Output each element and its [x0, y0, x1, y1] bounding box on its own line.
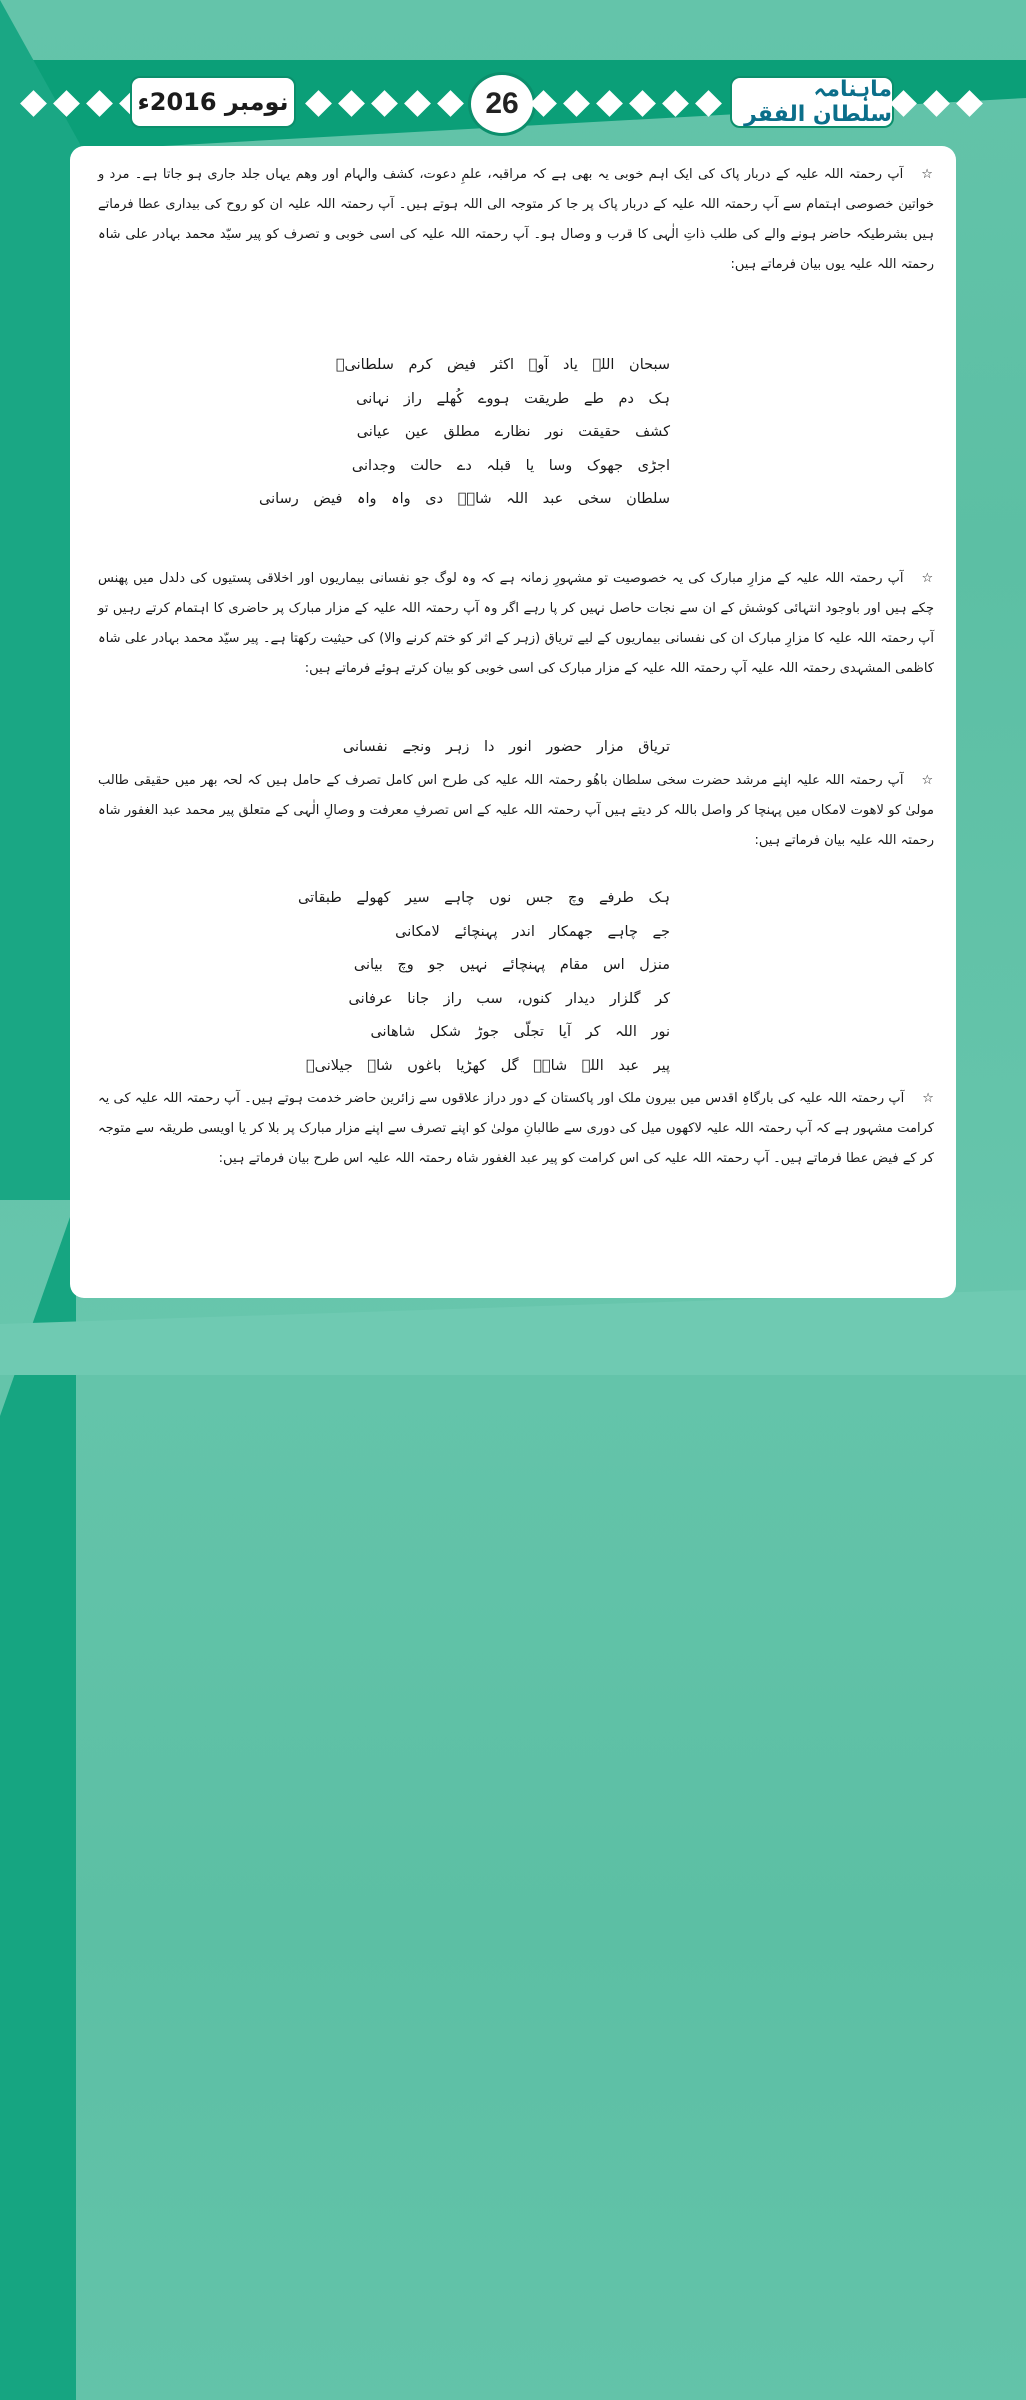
- magazine-title: ماہنامہ سلطان الفقر: [730, 76, 894, 128]
- diamond-icon: [404, 90, 431, 117]
- page-number: 26: [468, 72, 536, 136]
- paragraph: [98, 1084, 934, 1174]
- paragraph-text: آپ رحمتہ اللہ علیہ کے مزارِ مبارک کی یہ خصوصیت تو مشہورِ زمانہ ہے کہ وہ لوگ جو نفسانی بیماریوں اور اخلاقی پستیوں کی دلدل میں پھنس چکے ہیں اور باوجود انتہائی کوشش کے ان سے نجات حاصل نہیں کر پا رہے اگر وہ آپ رحمتہ اللہ علیہ کے مزار مبارک پر حاضری کا اہتمام کرتے رہیں تو آپ رحمتہ اللہ علیہ کا مزارِ مبارک ان کی نفسانی بیماریوں کے لیے تریاق (زہر کے اثر کو ختم کرنے والا) کی حیثیت رکھتا ہے۔ پیر سیّد محمد بہادر علی شاہ کاظمی المشہدی رحمتہ اللہ علیہ آپ رحمتہ اللہ علیہ کے مزار مبارک کی اسی خوبی کو بیان کرتے ہوئے فرماتے ہیں:: [98, 571, 934, 676]
- diamond-icon: [305, 90, 332, 117]
- verse-block: [259, 349, 670, 517]
- verse-line: نور اللہ کر آیا تجلّی جوڑ شکل شاھانی: [370, 1024, 670, 1040]
- diamond-icon: [563, 90, 590, 117]
- verse-line: ہک دم طے طریقت ہووے کُھلے راز نہانی: [356, 390, 670, 407]
- verse-block: [298, 882, 670, 1083]
- article-body: [70, 146, 956, 1298]
- verse-line: اجڑی جھوک وسا یا قبلہ دے حالت وجدانی: [351, 457, 670, 474]
- verse-line: سلطان سخی عبد اللہ شاہؒ دی واہ واہ فیض رسانی: [259, 491, 670, 507]
- diamond-row: [20, 92, 146, 116]
- paragraph-text: آپ رحمتہ اللہ علیہ کے دربار پاک کی ایک اہم خوبی یہ بھی ہے کہ مراقبہ، علمِ دعوت، کشف والہام اور وھم یہاں جلد جاری ہو جاتا ہے۔ مرد و خواتین خصوصی اہتمام سے آپ رحمتہ اللہ علیہ کے دربار پاک پر جا کر متوجہ الی اللہ ہوتے ہیں۔ آپ رحمتہ اللہ علیہ ان کو روح کی بیداری عطا فرماتے ہیں بشرطیکہ حاضر ہونے والے کی طلب ذاتِ الٰہی کا قرب و وصال ہو۔ آپ رحمتہ اللہ علیہ کی اسی خوبی و تصرف کو پیر سیّد محمد بہادر علی شاہ رحمتہ اللہ علیہ یوں بیان فرماتے ہیں:: [98, 167, 934, 272]
- page-header: [0, 72, 1026, 134]
- diamond-icon: [437, 90, 464, 117]
- verse-line: تریاق مزار حضور انور دا زہر ونجے نفسانی: [342, 739, 670, 755]
- verse-block: [330, 731, 670, 765]
- star-bullet-icon: ☆: [922, 1091, 934, 1106]
- diamond-icon: [695, 90, 722, 117]
- diamond-icon: [53, 90, 80, 117]
- verse-line: کر گلزار دیدار کنوں، سب راز جانا عرفانی: [348, 990, 670, 1007]
- diamond-icon: [530, 90, 557, 117]
- diamond-icon: [338, 90, 365, 117]
- article-card: [70, 146, 956, 1298]
- diamond-icon: [86, 90, 113, 117]
- diamond-icon: [371, 90, 398, 117]
- verse-line: پیر عبد اللہ شاہؒ گل کھڑیا باغوں شاہ جیلانیؒ: [305, 1057, 670, 1074]
- diamond-icon: [629, 90, 656, 117]
- diamond-icon: [20, 90, 47, 117]
- diamond-icon: [596, 90, 623, 117]
- star-bullet-icon: ☆: [921, 167, 934, 182]
- verse-line: کشف حقیقت نور نظارے مطلق عین عیانی: [356, 424, 670, 440]
- diamond-row: [530, 92, 722, 116]
- paragraph-text: آپ رحمتہ اللہ علیہ اپنے مرشد حضرت سخی سلطان باھُو رحمتہ اللہ علیہ کی طرح اس کامل تصرف کے حامل ہیں کہ لحہ بھر میں حقیقی طالب مولیٰ کو لاھوت لامکاں میں پہنچا کر واصل باللہ کر دیتے ہیں آپ رحمتہ اللہ علیہ کے اس تصرفِ معرفت و وصالِ الٰہی کے متعلق پیر محمد عبد الغفور شاہ رحمتہ اللہ علیہ بیان فرماتے ہیں:: [98, 773, 934, 848]
- diamond-icon: [956, 90, 983, 117]
- verse-line: جے چاہے جھمکار اندر پہنچائے لامکانی: [395, 923, 670, 940]
- star-bullet-icon: ☆: [921, 773, 934, 788]
- verse-line: ہک طرفے وچ جس نوں چاہے سیر کھولے طبقاتی: [298, 890, 670, 906]
- diamond-row: [890, 92, 983, 116]
- diamond-icon: [923, 90, 950, 117]
- verse-line: منزل اس مقام پہنچائے نہیں جو وچ بیانی: [353, 957, 670, 973]
- issue-date: نومبر 2016ء: [130, 76, 296, 128]
- star-bullet-icon: ☆: [921, 571, 935, 586]
- right-decor-band: [0, 1200, 76, 2400]
- paragraph: [98, 564, 934, 684]
- diamond-icon: [662, 90, 689, 117]
- paragraph: [98, 766, 934, 856]
- paragraph-text: آپ رحمتہ اللہ علیہ کی بارگاہِ اقدس میں بیرون ملک اور پاکستان کے دور دراز علاقوں سے زائرین حاضر خدمت ہوتے ہیں۔ آپ رحمتہ اللہ علیہ کی یہ کرامت مشہور ہے کہ آپ رحمتہ اللہ علیہ لاکھوں میل کی دوری سے طالبانِ مولیٰ کو اپنے تصرف سے اپنے مزار مبارک پر بلا کر یا اویسی طریقہ سے متوجہ کر کے فیض عطا فرماتے ہیں۔ آپ رحمتہ اللہ علیہ کی اس کرامت کو پیر عبد الغفور شاہ رحمتہ اللہ علیہ اس طرح بیان فرماتے ہیں:: [98, 1091, 934, 1166]
- diamond-icon: [890, 90, 917, 117]
- left-decor-band: [0, 0, 80, 1200]
- paragraph: [98, 160, 934, 280]
- verse-line: سبحان اللہ یاد آوے اکثر فیض کرم سلطانیؒ: [335, 357, 670, 373]
- bottom-decor-band: [0, 1290, 1026, 1375]
